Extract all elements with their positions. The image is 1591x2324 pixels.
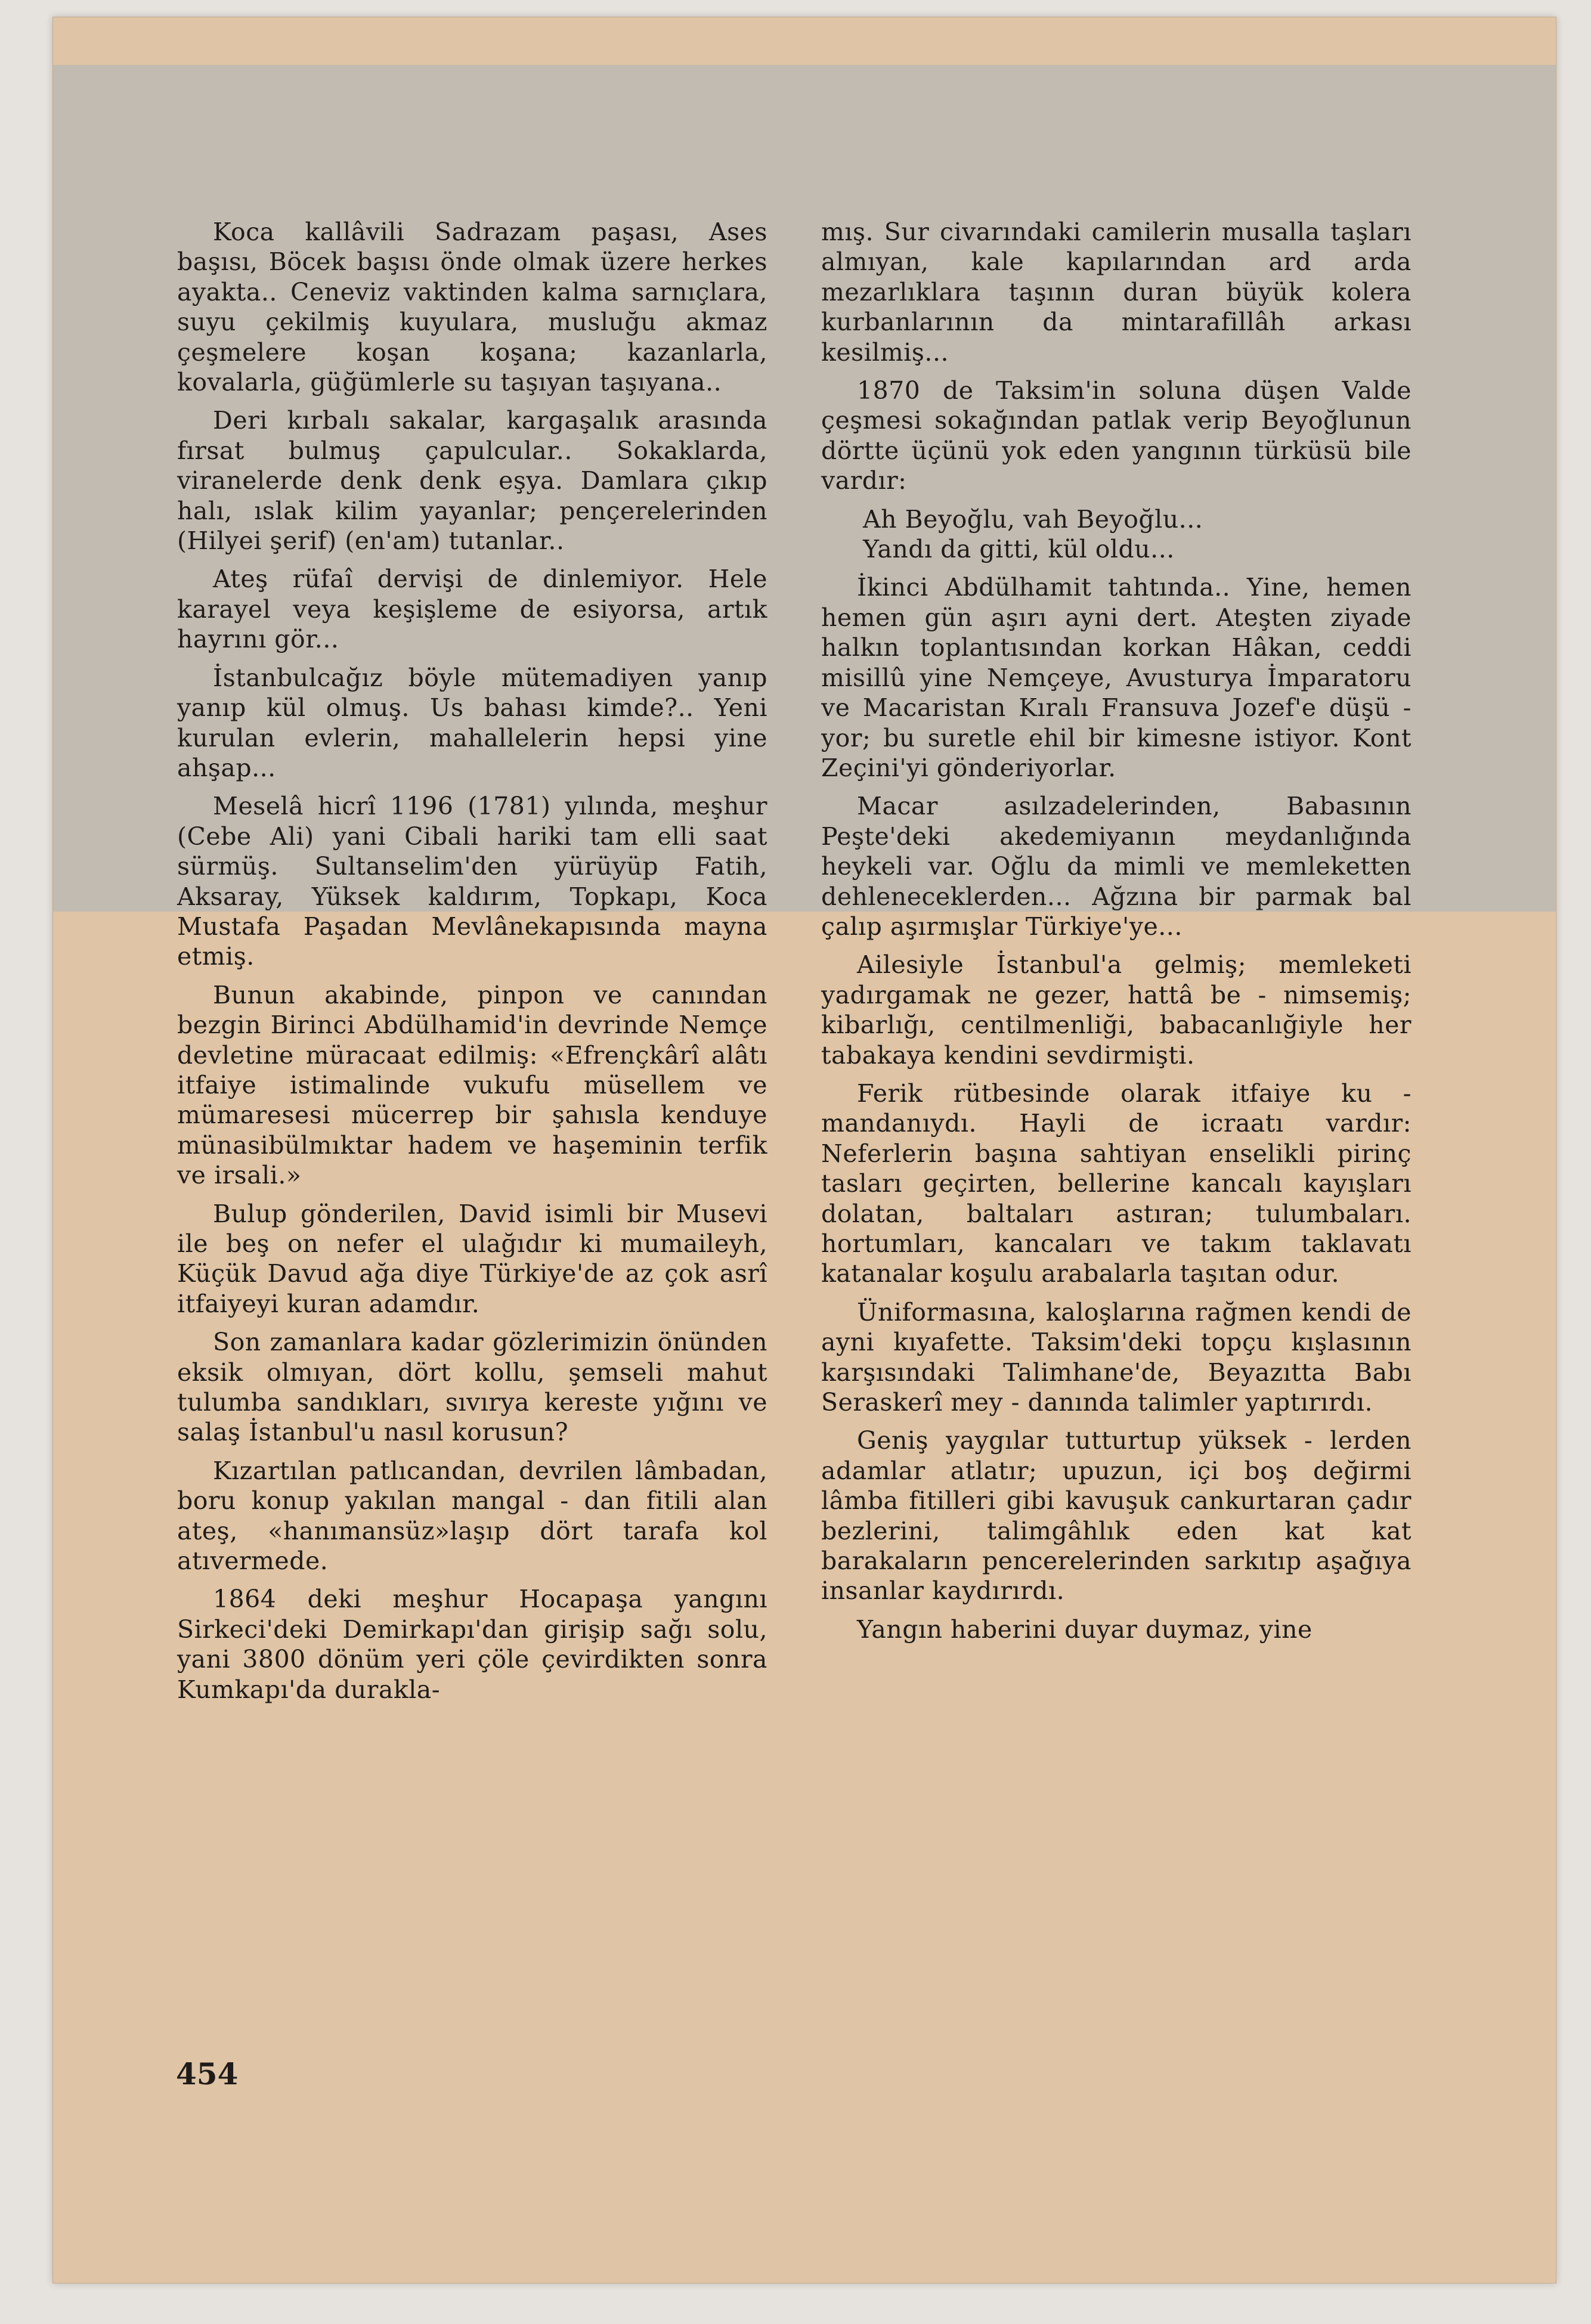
paragraph: Macar asılzadelerinden, Babasının Peşte'deki akedemiyanın meydanlığında heykeli var. Oğlu da mimli ve memleketten dehleneceklerden... Ağzına bir parmak bal çalıp aşırmışlar Türkiye'ye... bbox=[821, 792, 1412, 941]
paragraph: Meselâ hicrî 1196 (1781) yılında, meşhur (Cebe Ali) yani Cibali hariki tam elli saat sürmüş. Sultanselim'den yürüyüp Fatih, Aksaray, Yüksek kaldırım, Topkapı, Koca Mustafa Paşadan Mevlânekapısında mayna etmiş. bbox=[177, 792, 767, 971]
paragraph: Ferik rütbesinde olarak itfaiye ku - mandanıydı. Hayli de icraatı vardır: Neferlerin başına sahtiyan enselikli pirinç tasları geçirten, bellerine kancalı kayışları dolatan, baltaları astıran; tulumbaları. hortumları, kancaları ve takım taklavatı katanalar koşulu arabalarla taşıtan odur. bbox=[821, 1079, 1412, 1288]
poem-line: Ah Beyoğlu, vah Beyoğlu... bbox=[863, 504, 1203, 534]
paragraph: İkinci Abdülhamit tahtında.. Yine, hemen hemen gün aşırı ayni dert. Ateşten ziyade halkın toplantısından korkan Hâkan, ceddi misillû yine Nemçeye, Avusturya İmparatoru ve Macaristan Kıralı Fransuva Jozef'e düşü - yor; bu suretle ehil bir kimesne istiyor. Kont Zeçini'yi gönderiyorlar. bbox=[821, 573, 1412, 782]
paragraph: Ateş rüfaî dervişi de dinlemiyor. Hele karayel veya keşişleme de esiyorsa, artık hayrını gör... bbox=[177, 565, 767, 654]
paragraph: Üniformasına, kaloşlarına rağmen kendi de ayni kıyafette. Taksim'deki topçu kışlasının karşısındaki Talimhane'de, Beyazıtta Babı Seraskerî mey - danında talimler yaptırırdı. bbox=[821, 1297, 1412, 1417]
continuation-paragraph: mış. Sur civarındaki camilerin musalla taşları almıyan, kale kapılarından ard arda mezarlıklara taşının duran büyük kolera kurbanlarının da mintarafillâh arkası kesilmiş... bbox=[821, 218, 1412, 367]
paragraph: 1870 de Taksim'in soluna düşen Valde çeşmesi sokağından patlak verip Beyoğlunun dörtte üçünü yok eden yangının türküsü bile vardır: bbox=[821, 376, 1412, 495]
paragraph: İstanbulcağız böyle mütemadiyen yanıp yanıp kül olmuş. Us bahası kimde?.. Yeni kurulan evlerin, mahallelerin hepsi yine ahşap... bbox=[177, 663, 767, 782]
paragraph: Deri kırbalı sakalar, kargaşalık arasında fırsat bulmuş çapulcular.. Sokaklarda, viranelerde denk denk eşya. Damlara çıkıp halı, ıslak kilim yayanlar; pençerelerinden (Hilyei şerif) (en'am) tutanlar.. bbox=[177, 406, 767, 556]
paragraph: Koca kallâvili Sadrazam paşası, Ases başısı, Böcek başısı önde olmak üzere herkes ayakta.. Ceneviz vaktinden kalma sarnıçlara, suyu çekilmiş kuyulara, musluğu akmaz çeşmelere koşan koşana; kazanlarla, kovalarla, güğümlerle su taşıyan taşıyana.. bbox=[177, 218, 767, 397]
page-number: 454 bbox=[176, 2056, 239, 2091]
paragraph: Ailesiyle İstanbul'a gelmiş; memleketi yadırgamak ne gezer, hattâ be - nimsemiş; kibarlığı, centilmenliği, babacanlığiyle her tabakaya kendini sevdirmişti. bbox=[821, 950, 1412, 1070]
paragraph: 1864 deki meşhur Hocapaşa yangını Sirkeci'deki Demirkapı'dan girişip sağı solu, yani 3800 dönüm yeri çöle çevirdikten sonra Kumkapı'da durakla- bbox=[177, 1585, 767, 1704]
left-column bbox=[177, 217, 767, 1713]
paragraph: Kızartılan patlıcandan, devrilen lâmbadan, boru konup yakılan mangal - dan fitili alan ateş, «hanımansüz»laşıp dört tarafa kol atıvermede. bbox=[177, 1456, 767, 1576]
paragraph: Bunun akabinde, pinpon ve canından bezgin Birinci Abdülhamid'in devrinde Nemçe devletine müracaat edilmiş: «Efrençkârî alâtı itfaiye istimalinde vukufu müsellem ve mümaresesi mücerrep bir şahısla kenduye münasibülmıktar hadem ve haşeminin terfik ve irsali.» bbox=[177, 980, 767, 1190]
paragraph: Geniş yaygılar tutturtup yüksek - lerden adamlar atlatır; upuzun, içi boş değirmi lâmba fitilleri gibi kavuşuk cankurtaran çadır bezlerini, talimgâhlık eden kat kat barakaların pencerelerinden sarkıtıp aşağıya insanlar kaydırırdı. bbox=[821, 1426, 1412, 1606]
paragraph: Yangın haberini duyar duymaz, yine bbox=[857, 1615, 1313, 1644]
paragraph: Son zamanlara kadar gözlerimizin önünden eksik olmıyan, dört kollu, şemseli mahut tulumba sandıkları, sıvırya kereste yığını ve salaş İstanbul'u nasıl korusun? bbox=[177, 1328, 767, 1447]
book-page bbox=[52, 17, 1556, 2283]
poem-line: Yandı da gitti, kül oldu... bbox=[863, 535, 1175, 564]
right-column bbox=[821, 217, 1412, 1653]
paragraph: Bulup gönderilen, David isimli bir Musevi ile beş on nefer el ulağıdır ki mumaileyh, Küçük Davud ağa diye Türkiye'de az çok asrî itfaiyeyi kuran adamdır. bbox=[177, 1199, 767, 1318]
poem bbox=[821, 504, 1412, 565]
